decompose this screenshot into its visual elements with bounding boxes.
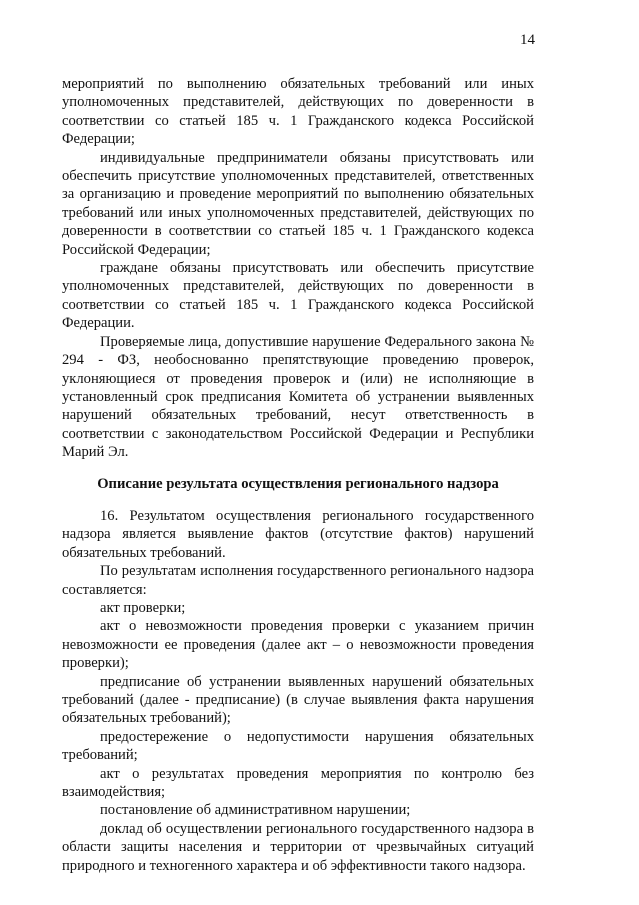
paragraph-result: 16. Результатом осуществления регионального государственного надзора является выявление фактов (отсутствие фактов) нарушений обязательных требований.: [62, 507, 534, 561]
paragraph-citizens: граждане обязаны присутствовать или обеспечить присутствие уполномоченных представителей, действующих по доверенности в соответствии со статьей 185 ч. 1 Гражданского кодекса Российской Федерации.: [62, 260, 534, 332]
list-item-resolution: постановление об административном нарушении;: [100, 802, 411, 819]
list-item-report: доклад об осуществлении регионального государственного надзора в области защиты населения и территории от чрезвычайных ситуаций природного и техногенного характера и об эффективности такого надзора.: [62, 820, 534, 874]
paragraph-documents-intro: По результатам исполнения государственного регионального надзора составляется:: [62, 563, 534, 598]
list-item-order: предписание об устранении выявленных нарушений обязательных требований (далее - предписание) (в случае выявления факта нарушения обязательных требований);: [62, 673, 534, 727]
paragraph-liability: Проверяемые лица, допустившие нарушение Федерального закона № 294 - ФЗ, необоснованно препятствующие проведению проверок, уклоняющиеся от проведения проверок и (или) не исполняющие в установленный срок предписания Комитета об устранении выявленных нарушений обязательных требований, несут ответственность в соответствии с законодательством Российской Федерации и Республики Марий Эл.: [62, 333, 534, 461]
list-item-no-interaction-act: акт о результатах проведения мероприятия по контролю без взаимодействия;: [62, 765, 534, 801]
section-heading: Описание результата осуществления регионального надзора: [97, 475, 499, 492]
list-item-impossibility-act: акт о невозможности проведения проверки с указанием причин невозможности ее проведения (далее акт – о невозможности проведения проверки);: [62, 618, 534, 672]
page-number: 14: [520, 32, 535, 48]
list-item-warning: предостережение о недопустимости нарушения обязательных требований;: [62, 728, 534, 764]
page-content: [62, 75, 534, 875]
paragraph-entrepreneurs: индивидуальные предприниматели обязаны присутствовать или обеспечить присутствие уполномоченных представителей, ответственных за организацию и проведение мероприятий по выполнению обязательных требований или иных уполномоченных представителей, действующих по доверенности в соответствии со статьей 185 ч. 1 Гражданского кодекса Российской Федерации;: [62, 149, 534, 258]
paragraph-continuation: мероприятий по выполнению обязательных требований или иных уполномоченных представителей, действующих по доверенности в соответствии со статьей 185 ч. 1 Гражданского кодекса Российской Федерации;: [62, 76, 534, 148]
list-item-inspection-act: акт проверки;: [100, 599, 186, 616]
